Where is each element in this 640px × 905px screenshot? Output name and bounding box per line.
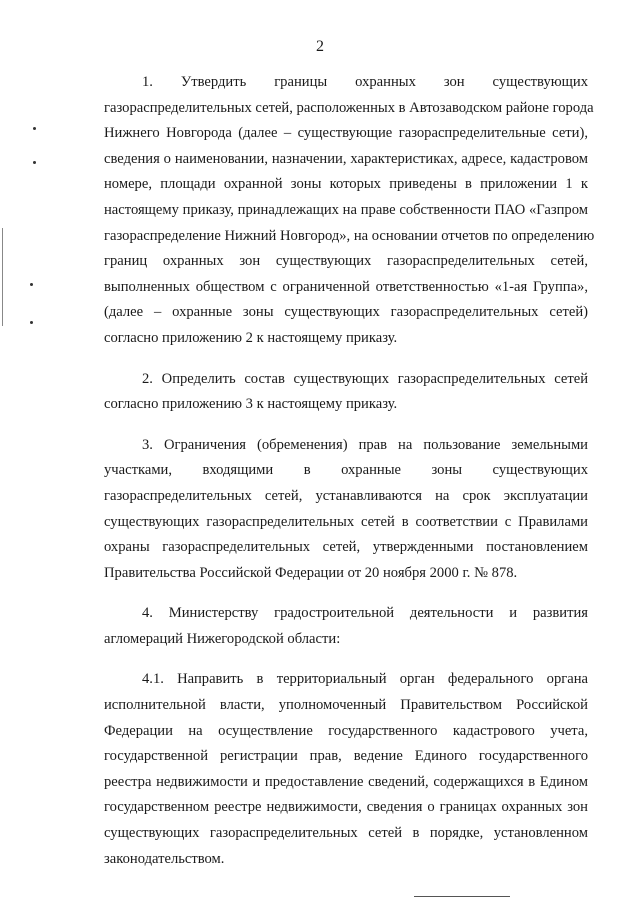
text-line: Федерации на осуществление государственного кадастрового учета, xyxy=(104,722,588,739)
text-line: газораспределительных сетей, устанавливаются на срок эксплуатации xyxy=(104,487,588,504)
text-line: настоящему приказу, принадлежащих на праве собственности ПАО «Газпром xyxy=(104,201,588,218)
text-line: Нижнего Новгорода (далее – существующие газораспределительные сети), xyxy=(104,125,588,142)
paragraph-4-1 xyxy=(104,667,588,872)
text-line: 2. Определить состав существующих газораспределительных сетей xyxy=(142,370,588,387)
text-line: согласно приложению 2 к настоящему приказу. xyxy=(104,329,398,346)
text-line: газораспределительных сетей, расположенных в Автозаводском районе города xyxy=(104,99,594,116)
paragraph-3 xyxy=(104,433,588,587)
scan-dot xyxy=(33,127,36,130)
text-line: 4.1. Направить в территориальный орган федерального органа xyxy=(142,671,588,688)
page-number: 2 xyxy=(316,38,324,55)
text-line: согласно приложению 3 к настоящему приказу. xyxy=(104,396,398,413)
text-line: (далее – охранные зоны существующих газораспределительных сетей) xyxy=(104,304,588,321)
text-line: сведения о наименовании, назначении, характеристиках, адресе, кадастровом xyxy=(104,150,588,167)
scan-edge-line xyxy=(2,228,3,326)
text-line: номере, площади охранной зоны которых приведены в приложении 1 к xyxy=(104,176,588,193)
paragraph-2 xyxy=(104,367,588,418)
text-line: охраны газораспределительных сетей, утвержденными постановлением xyxy=(104,539,588,556)
text-line: существующих газораспределительных сетей в порядке, установленном xyxy=(104,825,588,842)
text-line: газораспределение Нижний Новгород», на основании отчетов по определению xyxy=(104,227,595,244)
text-line: Правительства Российской Федерации от 20 ноября 2000 г. № 878. xyxy=(104,564,518,581)
text-line: реестра недвижимости и предоставление сведений, содержащихся в Едином xyxy=(104,773,588,790)
document-body xyxy=(104,70,595,887)
paragraph-1 xyxy=(104,70,595,352)
text-line: 1. Утвердить границы охранных зон существующих xyxy=(142,74,588,90)
text-line: 4. Министерству градостроительной деятельности и развития xyxy=(142,605,588,622)
scan-edge-line xyxy=(414,896,510,897)
scan-dot xyxy=(30,283,33,286)
text-line: участками, входящими в охранные зоны существующих xyxy=(104,462,588,479)
text-line: государственной регистрации прав, ведение Единого государственного xyxy=(104,748,588,765)
text-line: существующих газораспределительных сетей в соответствии с Правилами xyxy=(104,513,588,530)
text-line: законодательством. xyxy=(104,850,225,867)
scan-dot xyxy=(33,161,36,164)
text-line: агломераций Нижегородской области: xyxy=(104,630,341,647)
text-line: границ охранных зон существующих газораспределительных сетей, xyxy=(104,253,588,270)
scan-dot xyxy=(30,321,33,324)
text-line: 3. Ограничения (обременения) прав на пользование земельными xyxy=(142,436,588,453)
text-line: исполнительной власти, уполномоченный Правительством Российской xyxy=(104,697,588,714)
paragraph-4 xyxy=(104,601,588,652)
text-line: государственном реестре недвижимости, сведения о границах охранных зон xyxy=(104,799,588,816)
text-line: выполненных обществом с ограниченной ответственностью «1-ая Группа», xyxy=(104,278,588,295)
